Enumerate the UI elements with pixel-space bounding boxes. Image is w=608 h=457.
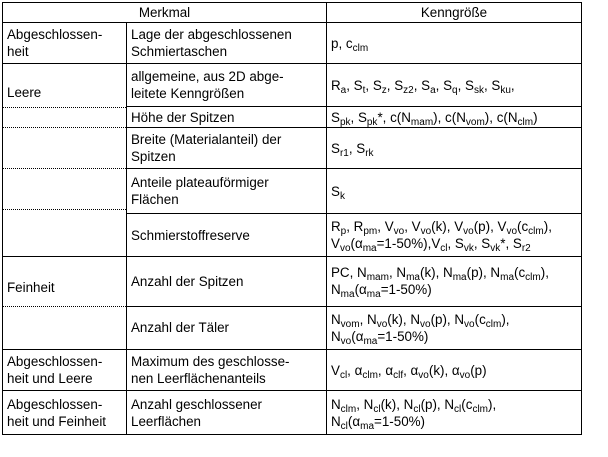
group-feinheit [3,257,127,350]
feature-cell: Anzahl der Spitzen [127,257,327,307]
value-cell: $N_{clm}$, $N_{cl}(k)$, $N_{cl}(p)$, $N_{cl}(c_{clm})$, $N_{cl}(\alpha_{ma}=1-50\%)$ [327,391,582,435]
table-row [3,257,582,307]
group-abgeschlossenheit-und-feinheit [3,391,127,435]
value-cell: $S_k$ [327,169,582,214]
header-kenngroesse: Kenngröße [327,3,582,23]
feature-cell: Höhe der Spitzen [127,107,327,128]
feature-cell: Maximum des geschlosse- nen Leerflächenanteils [127,350,327,391]
table-row [3,350,582,391]
group-leere [3,64,127,257]
value-cell: $S_{pk}$, $S_{pk}*$, $c(N_{mam})$, $c(N_{vom})$, $c(N_{clm})$ [327,107,582,128]
feature-cell: allgemeine, aus 2D abge- leitete Kenngrößen [127,64,327,107]
feature-cell: Anzahl geschlossener Leerflächen [127,391,327,435]
feature-cell: Breite (Materialanteil) der Spitzen [127,128,327,169]
group-label: Abgeschlossen- heit [7,27,103,59]
feature-cell: Anteile plateauförmiger Flächen [127,169,327,214]
value-cell: PC, $N_{mam}$, $N_{ma}(k)$, $N_{ma}(p)$, $N_{ma}(c_{clm})$, $N_{ma}(\alpha_{ma}=1-50\%)$ [327,257,582,307]
group-label: Abgeschlossen- heit und Leere [7,354,103,386]
table-row [3,64,582,107]
group-abgeschlossenheit-und-leere [3,350,127,391]
feature-cell: Schmierstoffreserve [127,214,327,257]
value-cell: $R_a$, $S_t$, $S_z$, $S_{z2}$, $S_a$, $S_q$, $S_{sk}$, $S_{ku}$, [327,64,582,107]
header-row [3,3,582,23]
value-cell: $S_{r1}$, $S_{rk}$ [327,128,582,169]
group-label: Leere [7,85,42,100]
feature-cell: Lage der abgeschlossenen Schmiertaschen [127,23,327,64]
value-cell: $R_p$, $R_{pm}$, $V_{vo}$, $V_{vo}(k)$, $V_{vo}(p)$, $V_{vo}(c_{clm})$, $V_{vo}(\alpha_{ma}=1-50\%),V_{cl}$, $S_{vk}$, $S_{vk}*$, $S_{r2}$ [327,214,582,257]
group-abgeschlossenheit [3,23,127,64]
group-label: Abgeschlossen- heit und Feinheit [7,396,107,429]
header-merkmal: Merkmal [3,3,327,23]
value-cell: $V_{cl}$, $\alpha_{clm}$, $\alpha_{clf}$, $\alpha_{vo}(k)$, $\alpha_{vo}(p)$ [327,350,582,391]
value-cell: p, $c_{clm}$ [327,23,582,64]
value-cell: $N_{vom}$, $N_{vo}(k)$, $N_{vo}(p)$, $N_{vo}(c_{clm})$, $N_{vo}(\alpha_{ma}=1-50\%)$ [327,306,582,349]
feature-cell: Anzahl der Täler [127,306,327,349]
merkmal-kenngroesse-table [2,2,582,435]
table-row [3,391,582,435]
table-row [3,23,582,64]
group-label: Feinheit [7,280,55,295]
